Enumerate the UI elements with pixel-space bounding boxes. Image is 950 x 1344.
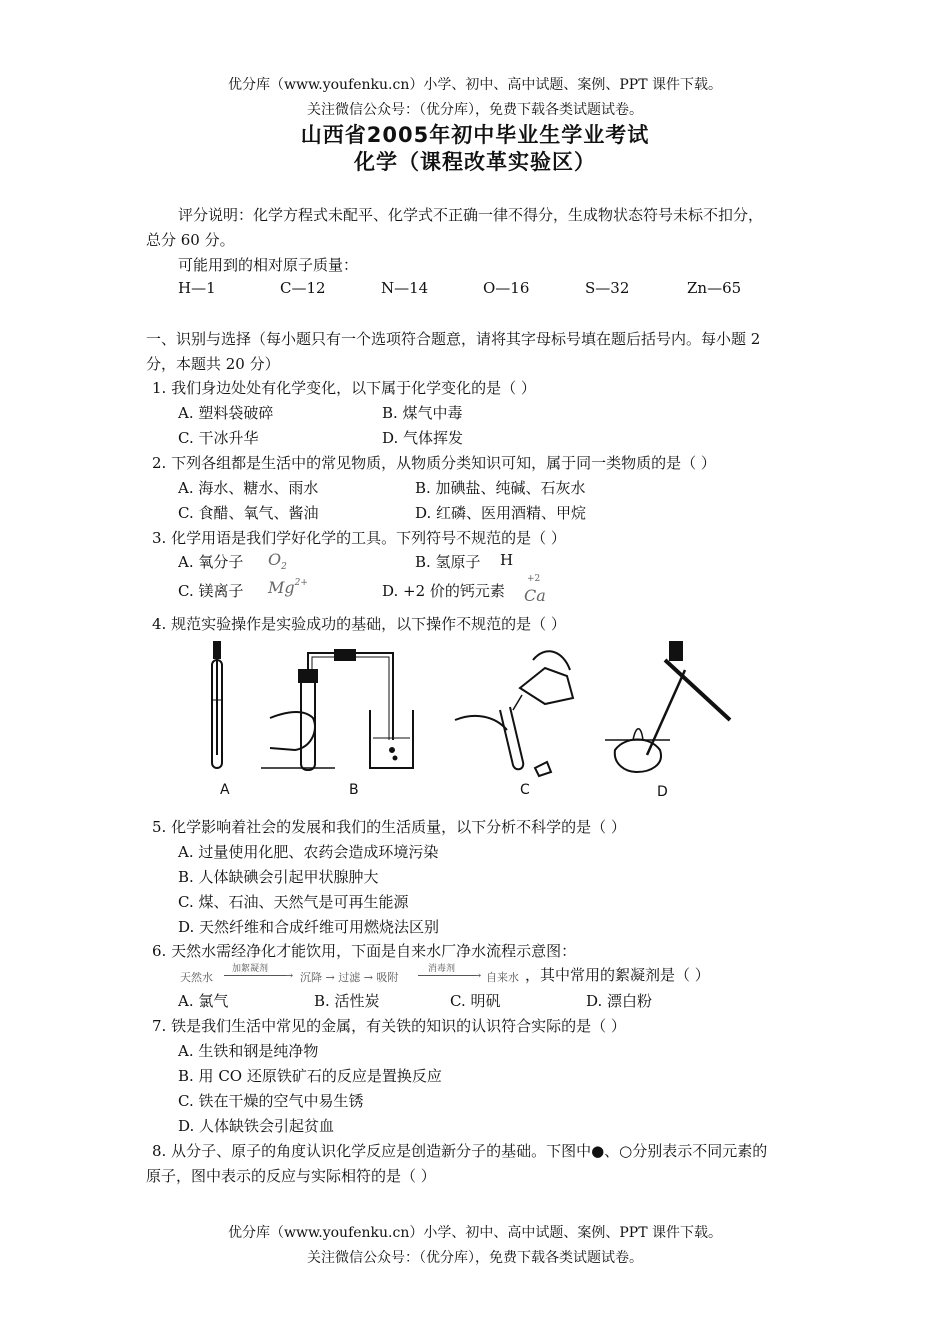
flow-arrow-1-label: 加絮凝剂 — [232, 964, 269, 974]
section-1-title: 一、识别与选择（每小题只有一个选项符合题意，请将其字母标号填在题后括号内。每小题 2 — [146, 330, 761, 348]
q7-option-c: C. 铁在干燥的空气中易生锈 — [178, 1092, 364, 1110]
q5-option-a: A. 过量使用化肥、农药会造成环境污染 — [178, 843, 439, 861]
q7-option-d: D. 人体缺铁会引起贫血 — [178, 1117, 335, 1135]
section-1-title-cont: 分，本题共 20 分） — [146, 355, 280, 373]
q4-apparatus-figure — [195, 640, 755, 780]
flow-arrow-head-1: → — [284, 969, 294, 982]
q8-stem: 8. 从分子、原子的角度认识化学反应是创造新分子的基础。下图中●、○分别表示不同元素的 — [152, 1142, 768, 1160]
q5-option-d: D. 天然纤维和合成纤维可用燃烧法区别 — [178, 918, 440, 936]
q4-label-c: C — [520, 782, 530, 798]
atomic-mass-zn: Zn—65 — [687, 279, 742, 297]
atomic-mass-c: C—12 — [280, 279, 326, 297]
atomic-mass-n: N—14 — [381, 279, 429, 297]
header-line-1: 优分库（www.youfenku.cn）小学、初中、高中试题、案例、PPT 课件下载。 — [227, 77, 722, 93]
q8-stem-cont: 原子，图中表示的反应与实际相符的是（ ） — [146, 1167, 436, 1185]
atomic-mass-h: H—1 — [178, 279, 216, 297]
q3-option-a: A. 氧分子 — [178, 553, 244, 571]
header-line-2: 关注微信公众号：（优分库），免费下载各类试题试卷。 — [307, 102, 643, 118]
q7-option-b: B. 用 CO 还原铁矿石的反应是置换反应 — [178, 1067, 442, 1085]
atomic-mass-o: O—16 — [483, 279, 530, 297]
q7-stem: 7. 铁是我们生活中常见的金属，有关铁的知识的认识符合实际的是（ ） — [152, 1017, 626, 1035]
figure-b-airtight-check — [261, 650, 413, 770]
figure-a-test-tube — [211, 642, 223, 768]
q4-label-b: B — [349, 782, 359, 798]
q5-option-c: C. 煤、石油、天然气是可再生能源 — [178, 893, 409, 911]
q1-stem: 1. 我们身边处处有化学变化，以下属于化学变化的是（ ） — [152, 379, 536, 397]
atomic-mass-label: 可能用到的相对原子质量： — [178, 256, 359, 274]
flow-arrow-1 — [224, 975, 286, 976]
scoring-note-1: 评分说明：化学方程式未配平、化学式不正确一律不得分，生成物状态符号未标不扣分， — [178, 206, 764, 224]
q1-option-d: D. 气体挥发 — [382, 429, 464, 447]
q2-option-d: D. 红磷、医用酒精、甲烷 — [415, 504, 587, 522]
q2-option-b: B. 加碘盐、纯碱、石灰水 — [415, 479, 586, 497]
q4-label-a: A — [220, 782, 230, 798]
q3-option-c: C. 镁离子 — [178, 582, 244, 600]
q3-formula-o2: $O_2$ — [268, 550, 287, 572]
q3-formula-mg: $Mg^{2+}$ — [268, 578, 308, 597]
q1-option-c: C. 干冰升华 — [178, 429, 259, 447]
q6-option-c: C. 明矾 — [450, 992, 501, 1010]
q3-formula-ca-valence: +2 — [527, 574, 541, 584]
flow-end: 自来水 — [486, 971, 519, 984]
q6-option-d: D. 漂白粉 — [586, 992, 653, 1010]
flow-arrow-2-label: 消毒剂 — [428, 964, 456, 974]
page-title: 山西省2005年初中毕业生学业考试 — [300, 123, 650, 147]
q3-option-b: B. 氢原子 — [415, 553, 481, 571]
flow-middle: 沉降 → 过滤 → 吸附 — [300, 971, 399, 984]
q6-option-a: A. 氯气 — [178, 992, 229, 1010]
q6-stem: 6. 天然水需经净化才能饮用，下面是自来水厂净水流程示意图： — [152, 942, 577, 960]
flow-start: 天然水 — [180, 971, 213, 984]
footer-line-2: 关注微信公众号：（优分库），免费下载各类试题试卷。 — [307, 1250, 643, 1266]
q3-option-d: D. +2 价的钙元素 — [382, 582, 505, 600]
footer-line-1: 优分库（www.youfenku.cn）小学、初中、高中试题、案例、PPT 课件下载。 — [227, 1225, 722, 1241]
q4-stem: 4. 规范实验操作是实验成功的基础，以下操作不规范的是（ ） — [152, 615, 566, 633]
q6-option-b: B. 活性炭 — [314, 992, 380, 1010]
q6-stem-tail: ，其中常用的絮凝剂是（ ） — [525, 966, 710, 984]
q1-option-b: B. 煤气中毒 — [382, 404, 463, 422]
q2-option-c: C. 食醋、氧气、酱油 — [178, 504, 319, 522]
q5-option-b: B. 人体缺碘会引起甲状腺肿大 — [178, 868, 379, 886]
q2-stem: 2. 下列各组都是生活中的常见物质，从物质分类知识可知，属于同一类物质的是（ ） — [152, 454, 716, 472]
q3-stem: 3. 化学用语是我们学好化学的工具。下列符号不规范的是（ ） — [152, 529, 566, 547]
page-subtitle: 化学（课程改革实验区） — [354, 150, 596, 174]
q2-option-a: A. 海水、糖水、雨水 — [178, 479, 319, 497]
figure-c-pouring — [455, 651, 573, 776]
scoring-note-2: 总分 60 分。 — [146, 231, 235, 249]
q3-formula-ca: Ca — [524, 586, 546, 605]
flow-arrow-2 — [418, 975, 476, 976]
figure-d-heating — [605, 642, 730, 772]
flow-arrow-head-2: → — [472, 969, 482, 982]
q1-option-a: A. 塑料袋破碎 — [178, 404, 274, 422]
q5-stem: 5. 化学影响着社会的发展和我们的生活质量，以下分析不科学的是（ ） — [152, 818, 626, 836]
q3-formula-h: H — [500, 551, 514, 569]
atomic-mass-s: S—32 — [585, 279, 630, 297]
q4-label-d: D — [657, 784, 668, 800]
q7-option-a: A. 生铁和钢是纯净物 — [178, 1042, 319, 1060]
